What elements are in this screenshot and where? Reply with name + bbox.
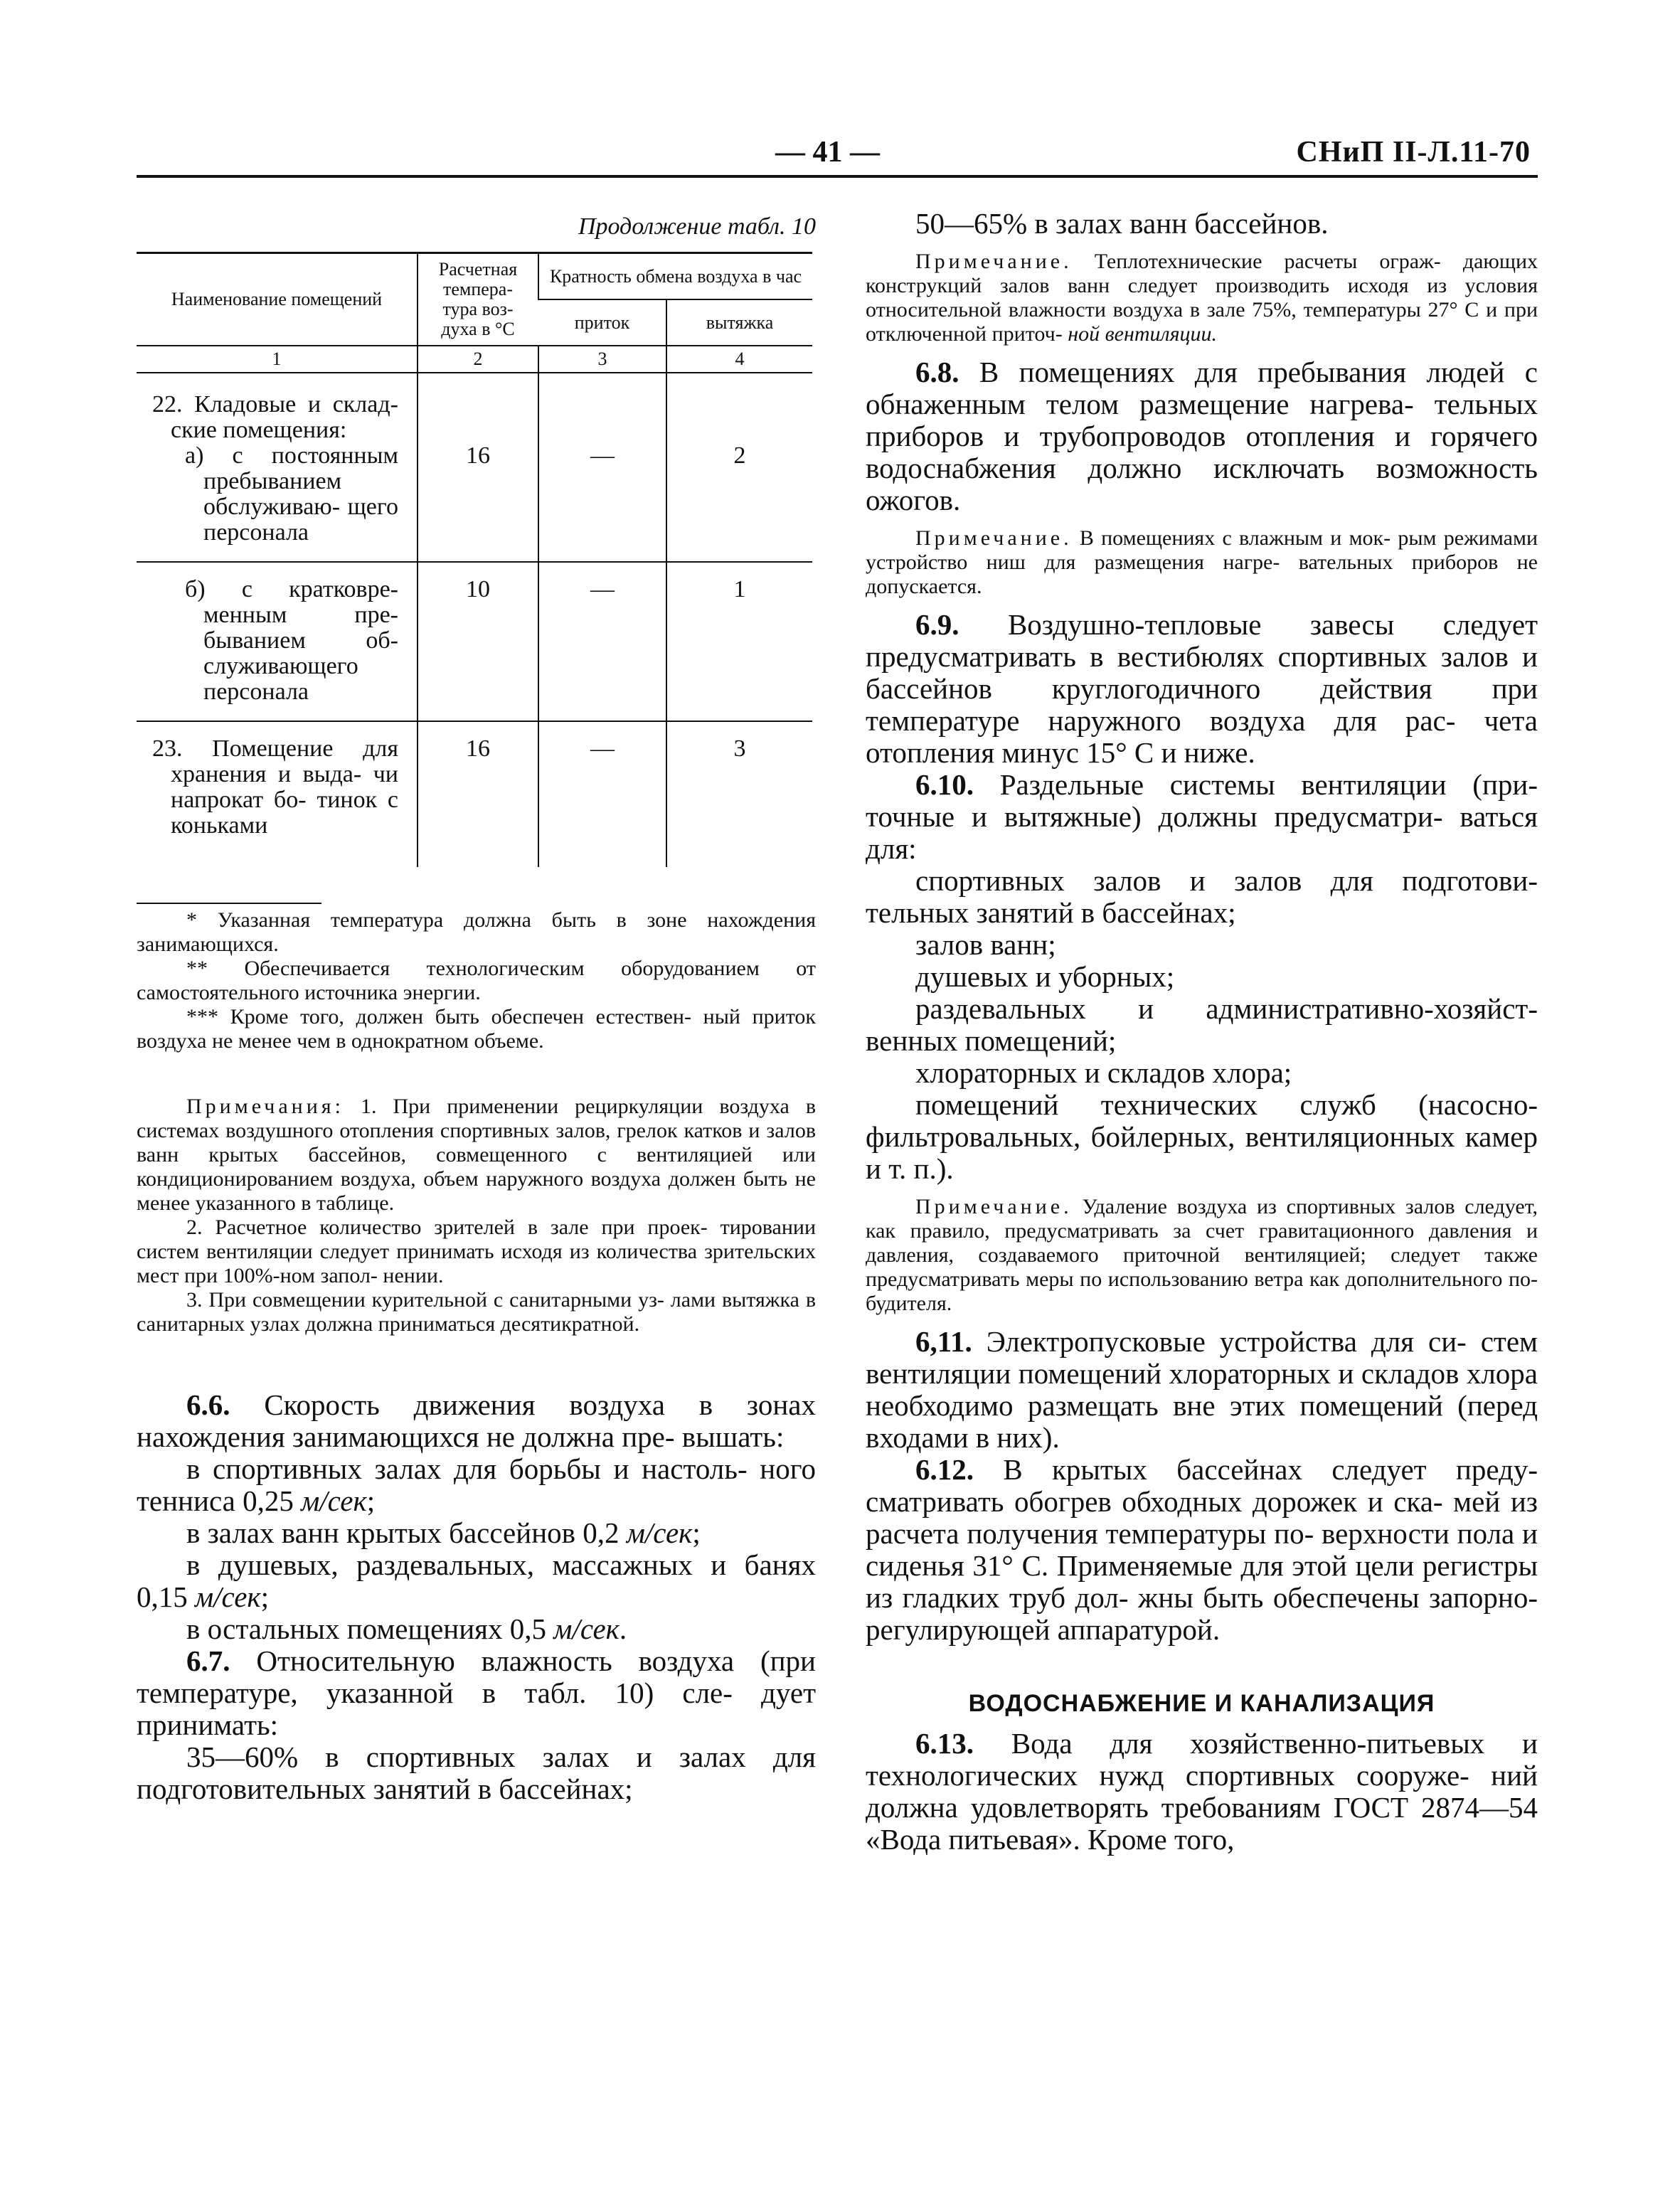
- note: 3. При совмещении курительной с санитарными уз- лами вытяжка в санитарных узлах должна приниматься десятикратной.: [137, 1288, 816, 1336]
- list-item: в спортивных залах для борьбы и настоль- ного тенниса 0,25 м/сек;: [137, 1452, 816, 1517]
- paragraph-6-10: 6.10. Раздельные системы вентиляции (при- точные и вытяжные) должны предусматри- ваться для:: [866, 768, 1538, 865]
- note: Примечание. Теплотехнические расчеты ограж- дающих конструкций залов ванн следует производить исходя из условия относительной влажности воздуха в зале 75%, температуры 27° С и при отключенной приточ- ной вентиляции.: [866, 250, 1538, 346]
- left-column: [137, 206, 816, 1805]
- paragraph-6-7: 6.7. Относительную влажность воздуха (при температуре, указанной в табл. 10) сле- дует принимать:: [137, 1644, 817, 1741]
- row-exhaust: 2: [666, 373, 812, 562]
- list-item: в залах ванн крытых бассейнов 0,2 м/сек;: [186, 1516, 701, 1549]
- row-subname: б) с кратковре- менным пре- быванием об- служивающего персонала: [185, 576, 398, 705]
- footnote-rule: [137, 903, 321, 904]
- table-row: [137, 562, 812, 721]
- list-item: в остальных помещениях 0,5 м/сек.: [186, 1612, 627, 1645]
- paragraph-6-12: 6.12. В крытых бассейнах следует преду- сматривать обогрев обходных дорожек и ска- мей из расчета получения температуры по- верхности пола и сиденья 31° С. Применяемые для этой цели регистры из гладких труб дол- жны быть обеспечены запорно-регулирующей аппаратурой.: [866, 1453, 1538, 1646]
- list-item: 50—65% в залах ванн бассейнов.: [915, 207, 1329, 240]
- row-subname: а) с постоянным пребыванием обслуживаю- щего персонала: [185, 442, 398, 546]
- col-num: 2: [418, 346, 538, 373]
- table-continuation: Продолжение табл. 10: [578, 213, 816, 240]
- note: Примечания: 1. При применении рециркуляции воздуха в системах воздушного отопления спортивных залов, грелок катков и залов ванн крытых бассейнов, совмещенного с вентиляцией или кондиционированием воздуха, объем наружного воздуха должен быть не менее указанного в таблице.: [137, 1095, 816, 1215]
- row-temp: 10: [418, 562, 538, 721]
- col-header-name: Наименование помещений: [171, 289, 383, 309]
- row-supply: —: [538, 562, 666, 721]
- paragraph-6-8: 6.8. В помещениях для пребывания людей с обнаженным телом размещение нагрева- тельных приборов и трубопроводов отопления и горячего водоснабжения должно исключать возможность ожогов.: [866, 356, 1538, 516]
- col-header-exhaust: вытяжка: [666, 299, 812, 346]
- header-rule: [137, 175, 1538, 178]
- col-header-rate: Кратность обмена воздуха в час: [538, 253, 812, 300]
- table-row: [137, 721, 812, 867]
- paragraph-6-6: 6.6. Скорость движения воздуха в зонах нахождения занимающихся не должна пре- вышать:: [137, 1388, 817, 1453]
- row-supply: —: [538, 373, 666, 562]
- list-item: в душевых, раздевальных, массажных и банях 0,15 м/сек;: [137, 1548, 816, 1613]
- row-temp: 16: [418, 721, 538, 867]
- paragraph-6-13: 6.13. Вода для хозяйственно-питьевых и технологических нужд спортивных сооруже- ний должна удовлетворять требованиям ГОСТ 2874—54 «Вода питьевая». Кроме того,: [866, 1727, 1538, 1856]
- col-header-supply: приток: [574, 312, 630, 333]
- section-heading: ВОДОСНАБЖЕНИЕ И КАНАЛИЗАЦИЯ: [968, 1690, 1435, 1717]
- list-item: спортивных залов и залов для подготови- тельных занятий в бассейнах;: [866, 864, 1538, 929]
- col-num: 1: [137, 346, 418, 373]
- list-item: душевых и уборных;: [915, 960, 1175, 993]
- row-name: 23. Помещение для хранения и выда- чи напрокат бо- тинок с коньками: [152, 735, 398, 839]
- col-header-temp: Расчетная темпера- тура воз- духа в °C: [418, 253, 538, 346]
- row-temp: 16: [418, 373, 538, 562]
- list-item: залов ванн;: [915, 928, 1056, 961]
- footnote: *** Кроме того, должен быть обеспечен естествен- ный приток воздуха не менее чем в однократном объеме.: [137, 1005, 816, 1053]
- list-item: 35—60% в спортивных залах и залах для подготовительных занятий в бассейнах;: [137, 1740, 816, 1805]
- note: 2. Расчетное количество зрителей в зале при проек- тировании систем вентиляции следует принимать исходя из количества зрительских мест при 100%-ном запол- нении.: [137, 1216, 816, 1287]
- note: Примечание. Удаление воздуха из спортивных залов следует, как правило, предусматривать за счет гравитационного давления и давления, создаваемого приточной вентиляцией; следует также предусматривать меры по использованию ветра как дополнительного по- будителя.: [866, 1195, 1538, 1315]
- row-name: 22. Кладовые и склад- ские помещения:: [152, 391, 398, 443]
- row-exhaust: 1: [666, 562, 812, 721]
- paragraph-6-11: 6,11. Электропусковые устройства для си- стем вентиляции помещений хлораторных и складов хлора необходимо размещать вне этих помещений (перед входами в них).: [866, 1325, 1538, 1454]
- page-number: — 41 —: [775, 136, 880, 169]
- row-exhaust: 3: [666, 721, 812, 867]
- note: Примечание. В помещениях с влажным и мок- рым режимами устройство ниш для размещения нагре- вательных приборов не допускается.: [866, 526, 1538, 598]
- footnote: * Указанная температура должна быть в зоне нахождения занимающихся.: [137, 908, 816, 956]
- footnote: ** Обеспечивается технологическим оборудованием от самостоятельного источника энергии.: [137, 957, 816, 1004]
- list-item: хлораторных и складов хлора;: [915, 1056, 1292, 1089]
- list-item: раздевальных и административно-хозяйст- венных помещений;: [866, 992, 1538, 1057]
- document-code: СНиП II-Л.11-70: [1296, 136, 1531, 169]
- ventilation-table: [137, 252, 812, 867]
- list-item: помещений технических служб (насосно- фильтровальных, бойлерных, вентиляционных камер и т. п.).: [866, 1088, 1538, 1185]
- paragraph-6-9: 6.9. Воздушно-тепловые завесы следует предусматривать в вестибюлях спортивных залов и бассейнов круглогодичного действия при температуре наружного воздуха для рас- чета отопления минус 15° С и ниже.: [866, 608, 1538, 769]
- table-row: [137, 373, 812, 562]
- right-column: [866, 208, 1538, 1856]
- col-num: 3: [538, 346, 666, 373]
- col-num: 4: [666, 346, 812, 373]
- row-supply: —: [538, 721, 666, 867]
